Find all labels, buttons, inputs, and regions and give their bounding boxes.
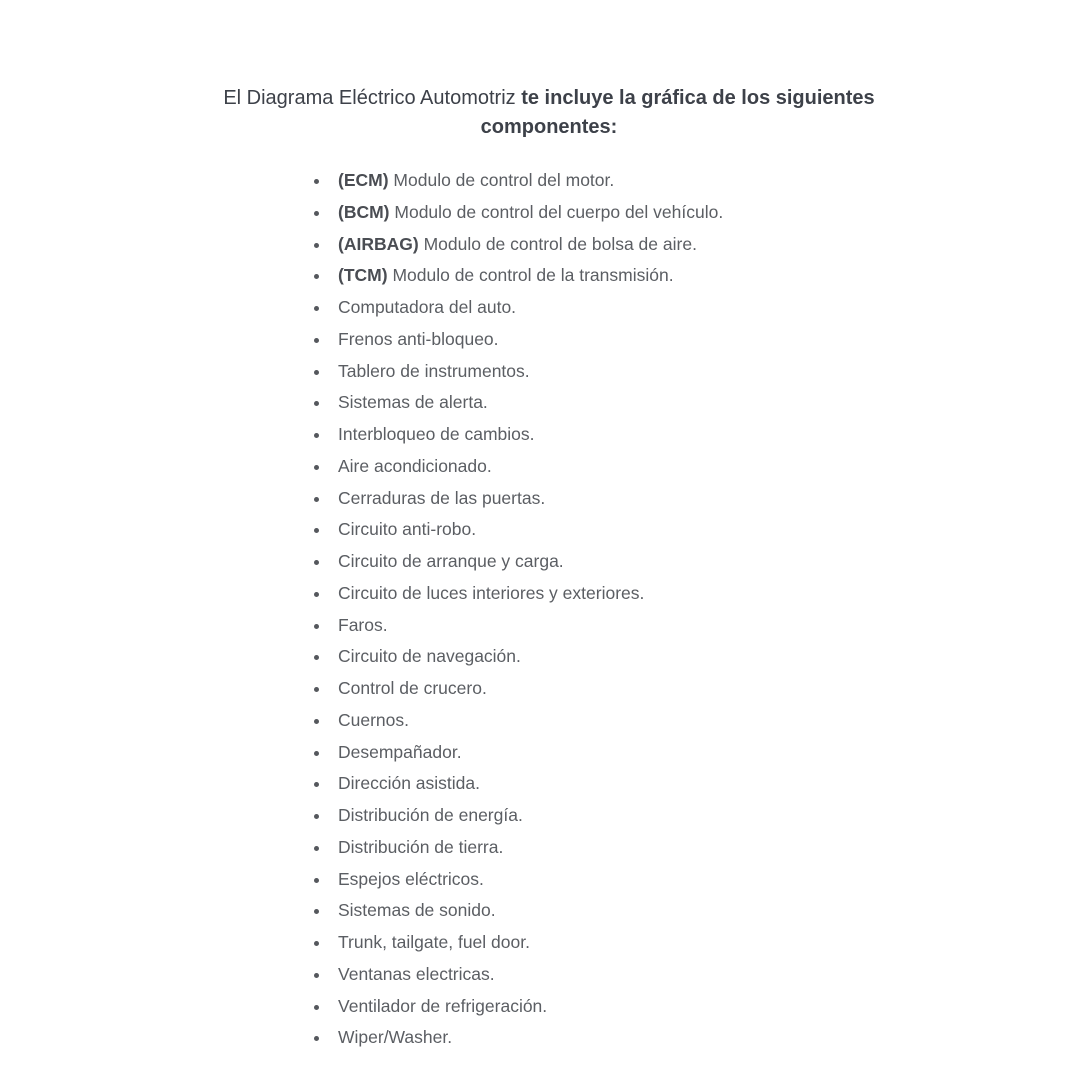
bullet-icon (314, 592, 319, 597)
item-text: Circuito de arranque y carga. (338, 551, 564, 571)
list-item (312, 514, 723, 546)
list-item (312, 451, 723, 483)
item-text: Interbloqueo de cambios. (338, 424, 535, 444)
bullet-icon (314, 909, 319, 914)
bullet-icon (314, 497, 319, 502)
list-item (312, 229, 723, 261)
bullet-icon (314, 973, 319, 978)
item-text: Cerraduras de las puertas. (338, 487, 546, 508)
item-text: Circuito de luces interiores y exteriores. (338, 582, 645, 603)
bullet-icon (314, 560, 319, 565)
item-text: Aire acondicionado. (338, 455, 492, 476)
list-item (312, 546, 723, 578)
item-text: Modulo de control del motor. (393, 170, 615, 190)
list-item (312, 292, 723, 324)
item-text: Dirección asistida. (338, 773, 480, 794)
list-item (312, 768, 723, 800)
bullet-icon (314, 782, 319, 787)
item-abbreviation: (ECM) (338, 170, 389, 190)
item-text: Control de crucero. (338, 678, 487, 698)
item-text: Distribución de tierra. (338, 836, 504, 857)
item-abbreviation: (BCM) (338, 201, 390, 222)
bullet-icon (314, 814, 319, 819)
item-text: Faros. (338, 614, 388, 635)
bullet-icon (314, 179, 319, 184)
intro-plain-text: El Diagrama Eléctrico Automotriz (223, 87, 516, 109)
item-text: Sistemas de sonido. (338, 900, 496, 921)
item-abbreviation: (TCM) (338, 265, 388, 286)
list-item (312, 705, 723, 737)
item-text: Trunk, tailgate, fuel door. (338, 932, 530, 952)
bullet-icon (314, 878, 319, 883)
bullet-icon (314, 306, 319, 311)
list-item (312, 991, 723, 1023)
bullet-icon (314, 624, 319, 629)
bullet-icon (314, 370, 319, 375)
bullet-icon (314, 1036, 319, 1041)
list-item (312, 610, 723, 642)
list-item (312, 483, 723, 515)
bullet-icon (314, 401, 319, 406)
bullet-icon (314, 719, 319, 724)
bullet-icon (314, 941, 319, 946)
list-item (312, 959, 723, 991)
bullet-icon (314, 846, 319, 851)
item-text: Tablero de instrumentos. (338, 360, 530, 381)
list-item (312, 832, 723, 864)
bullet-icon (314, 433, 319, 438)
list-item (312, 737, 723, 769)
item-text: Desempañador. (338, 741, 462, 762)
bullet-icon (314, 243, 319, 248)
list-item (312, 387, 723, 419)
item-text: Cuernos. (338, 709, 410, 730)
item-text: Ventilador de refrigeración. (338, 995, 548, 1016)
list-item (312, 419, 723, 451)
item-text: Modulo de control del cuerpo del vehículo. (394, 201, 724, 222)
item-text: Sistemas de alerta. (338, 392, 488, 413)
list-item (312, 673, 723, 705)
intro-bold-text: te incluye la gráfica de los siguientes componentes: (480, 87, 875, 138)
list-item (312, 927, 723, 959)
bullet-icon (314, 211, 319, 216)
bullet-icon (314, 338, 319, 343)
item-text: Distribución de energía. (338, 805, 523, 825)
item-text: Ventanas electricas. (338, 963, 495, 984)
list-item (312, 197, 723, 229)
item-text: Wiper/Washer. (338, 1027, 453, 1048)
list-item (312, 356, 723, 388)
list-item (312, 324, 723, 356)
intro-paragraph (200, 84, 898, 142)
components-list (312, 165, 723, 1054)
list-item (312, 864, 723, 896)
list-item (312, 165, 723, 197)
list-item (312, 895, 723, 927)
bullet-icon (314, 687, 319, 692)
item-text: Modulo de control de bolsa de aire. (423, 233, 697, 254)
list-item (312, 800, 723, 832)
item-text: Frenos anti-bloqueo. (338, 328, 499, 349)
item-text: Espejos eléctricos. (338, 868, 484, 889)
bullet-icon (314, 1005, 319, 1010)
item-text: Computadora del auto. (338, 297, 517, 317)
list-item (312, 260, 723, 292)
bullet-icon (314, 751, 319, 756)
bullet-icon (314, 274, 319, 279)
list-item (312, 1022, 723, 1054)
bullet-icon (314, 528, 319, 533)
bullet-icon (314, 655, 319, 660)
list-item (312, 641, 723, 673)
item-abbreviation: (AIRBAG) (338, 233, 419, 254)
bullet-icon (314, 465, 319, 470)
item-text: Modulo de control de la transmisión. (392, 265, 674, 286)
list-item (312, 578, 723, 610)
item-text: Circuito anti-robo. (338, 519, 477, 540)
item-text: Circuito de navegación. (338, 646, 521, 667)
